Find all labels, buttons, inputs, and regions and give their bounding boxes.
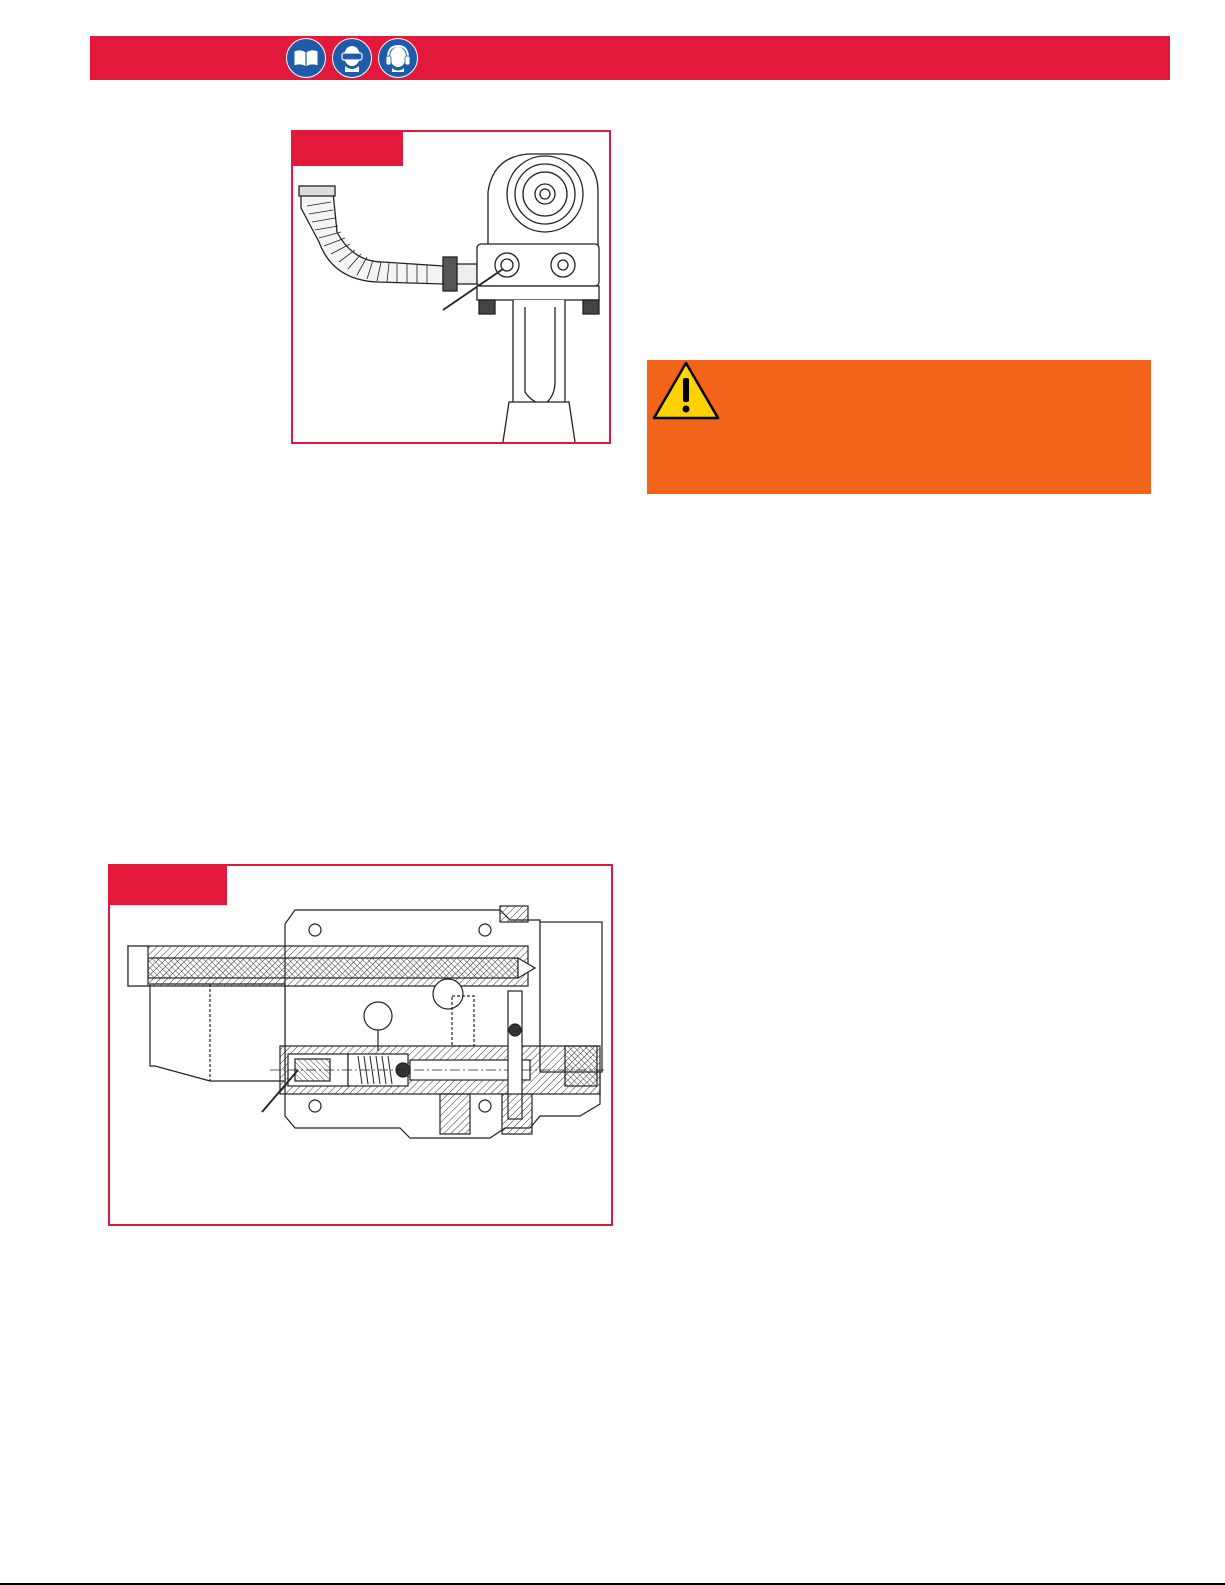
safety-glasses-icon — [332, 38, 372, 78]
header-bar — [90, 36, 1170, 80]
pump-side-view-illustration — [293, 132, 609, 442]
figure-1-tab — [293, 132, 403, 166]
figure-2-tab — [110, 866, 227, 905]
warning-box — [647, 360, 1151, 494]
warning-triangle-icon — [651, 360, 721, 422]
ear-protection-icon — [378, 38, 418, 78]
safety-icons — [286, 38, 418, 78]
figure-2 — [108, 864, 613, 1226]
valve-cross-section-illustration — [110, 866, 611, 1224]
figure-1 — [291, 130, 611, 444]
manual-icon — [286, 38, 326, 78]
